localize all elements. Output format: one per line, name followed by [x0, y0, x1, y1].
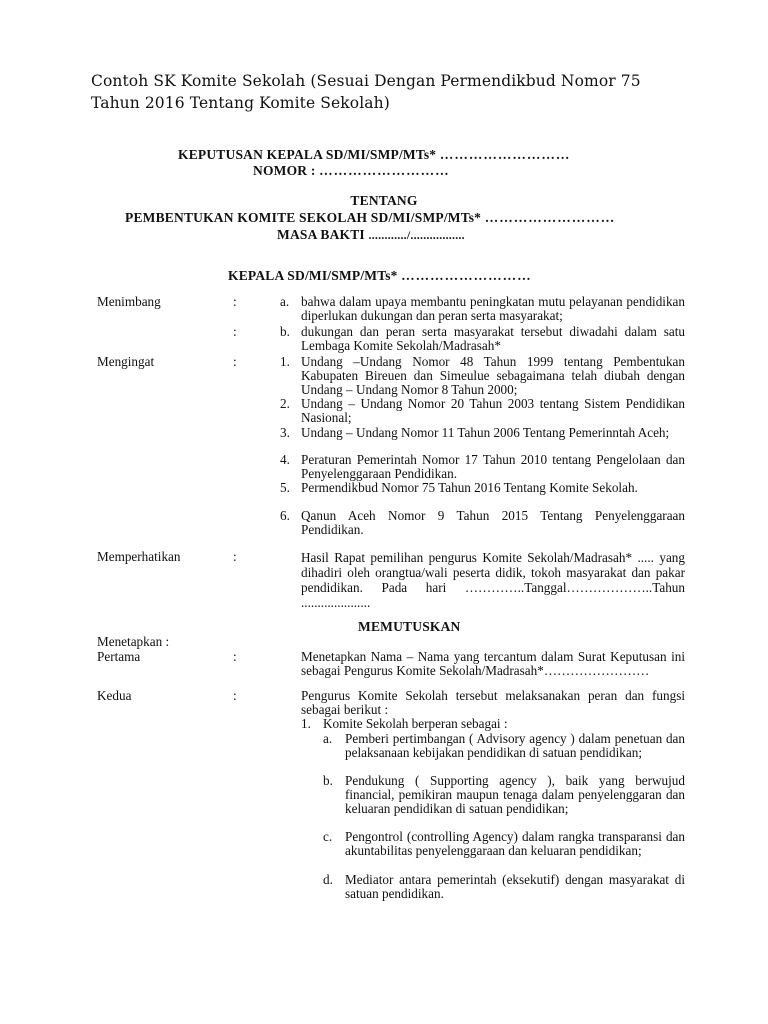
mengingat-3-marker: 3. — [280, 425, 290, 440]
mengingat-4-text: Peraturan Pemerintah Nomor 17 Tahun 2010 tentang Pengelolaan dan Penyelenggaraan Pendidikan. — [301, 452, 685, 481]
pertama-text: Menetapkan Nama – Nama yang tercantum dalam Surat Keputusan ini sebagai Pengurus Komite Sekolah/Madrasah*…………………… — [301, 649, 685, 678]
menimbang-colon-b: : — [233, 324, 237, 339]
menimbang-a-text: bahwa dalam upaya membantu peningkatan mutu pelayanan pendidikan diperlukan dukungan dan peran serta masyarakat; — [301, 294, 685, 323]
mengingat-label: Mengingat — [97, 354, 155, 369]
menimbang-b-marker: b. — [280, 324, 290, 339]
memutuskan-heading: MEMUTUSKAN — [358, 619, 461, 634]
menimbang-a-marker: a. — [280, 294, 290, 309]
kedua-sub-b-marker: b. — [323, 773, 333, 788]
mengingat-5-marker: 5. — [280, 480, 290, 495]
keputusan-heading — [178, 147, 570, 163]
pembentukan-text: PEMBENTUKAN KOMITE SEKOLAH SD/MI/SMP/MTs* — [125, 210, 485, 225]
mengingat-1-text: Undang –Undang Nomor 48 Tahun 1999 tentang Pembentukan Kabupaten Bireuen dan Simeulue sebagaimana telah diubah dengan Undang – Undang Nomor 8 Tahun 2000; — [301, 354, 685, 397]
kepala-text: KEPALA SD/MI/SMP/MTs* — [228, 268, 402, 283]
kedua-item1-text: Komite Sekolah berperan sebagai : — [323, 716, 508, 731]
pertama-colon: : — [233, 649, 237, 664]
nomor-text: NOMOR : — [253, 163, 320, 178]
memperhatikan-colon: : — [233, 549, 237, 564]
memperhatikan-text: Hasil Rapat pemilihan pengurus Komite Sekolah/Madrasah* ..... yang dihadiri oleh orangtua/wali peserta didik, tokoh masyarakat dan pakar pendidikan. Pada hari …………..Tanggal………………..Tahun ..................... — [301, 550, 685, 610]
kedua-item1-marker: 1. — [301, 716, 311, 731]
pembentukan-heading — [125, 210, 615, 226]
memperhatikan-label: Memperhatikan — [97, 549, 181, 564]
masa-bakti-heading — [277, 227, 465, 243]
kepala-dots: ……………………… — [401, 268, 532, 283]
pertama-label: Pertama — [97, 649, 141, 664]
kedua-sub-b-text: Pendukung ( Supporting agency ), baik yang berwujud financial, pemikiran maupun tenaga dalam penyelenggaran dan keluaran pendidikan di satuan pendidikan; — [345, 773, 685, 816]
pembentukan-dots: ……………………… — [484, 210, 616, 225]
kedua-sub-a-text: Pemberi pertimbangan ( Advisory agency ) dalam penetuan dan pelaksanaan kebijakan pendidikan di satuan pendidikan; — [345, 731, 685, 760]
mengingat-4-marker: 4. — [280, 452, 290, 467]
mengingat-2-marker: 2. — [280, 396, 290, 411]
nomor-dots: ……………………… — [319, 163, 450, 178]
kedua-sub-a-marker: a. — [323, 731, 333, 746]
kedua-colon: : — [233, 688, 237, 703]
mengingat-3-text: Undang – Undang Nomor 11 Tahun 2006 Tentang Pemerinntah Aceh; — [301, 425, 670, 440]
mengingat-5-text: Permendikbud Nomor 75 Tahun 2016 Tentang Komite Sekolah. — [301, 480, 638, 495]
keputusan-dots: ……………………… — [439, 147, 571, 162]
tentang-heading: TENTANG — [350, 193, 418, 208]
kedua-sub-d-marker: d. — [323, 872, 333, 887]
mengingat-colon: : — [233, 354, 237, 369]
menimbang-b-text: dukungan dan peran serta masyarakat tersebut diwadahi dalam satu Lembaga Komite Sekolah/Madrasah* — [301, 324, 685, 353]
menimbang-label: Menimbang — [97, 294, 161, 309]
kedua-sub-d-text: Mediator antara pemerintah (eksekutif) dengan masyarakat di satuan pendidikan. — [345, 872, 685, 901]
kedua-text: Pengurus Komite Sekolah tersebut melaksanakan peran dan fungsi sebagai berikut : — [301, 688, 685, 717]
mengingat-2-text: Undang – Undang Nomor 20 Tahun 2003 tentang Sistem Pendidikan Nasional; — [301, 396, 685, 425]
kedua-label: Kedua — [97, 688, 132, 703]
mengingat-1-marker: 1. — [280, 354, 290, 369]
mengingat-6-text: Qanun Aceh Nomor 9 Tahun 2015 Tentang Penyelenggaraan Pendidikan. — [301, 508, 685, 537]
keputusan-text: KEPUTUSAN KEPALA SD/MI/SMP/MTs* — [178, 147, 440, 162]
kedua-sub-c-marker: c. — [323, 829, 333, 844]
nomor-heading — [253, 163, 450, 179]
masa-bakti-dots: ............/................. — [368, 228, 465, 242]
mengingat-6-marker: 6. — [280, 508, 290, 523]
menetapkan-label: Menetapkan : — [97, 634, 170, 649]
menimbang-colon: : — [233, 294, 237, 309]
document-title: Contoh SK Komite Sekolah (Sesuai Dengan Permendikbud Nomor 75 Tahun 2016 Tentang Komite Sekolah) — [91, 72, 641, 112]
masa-bakti-text: MASA BAKTI — [277, 227, 369, 242]
kepala-heading — [228, 268, 532, 284]
kedua-sub-c-text: Pengontrol (controlling Agency) dalam rangka transparansi dan akuntabilitas penyelenggaraan dan keluaran pendidikan; — [345, 829, 685, 858]
